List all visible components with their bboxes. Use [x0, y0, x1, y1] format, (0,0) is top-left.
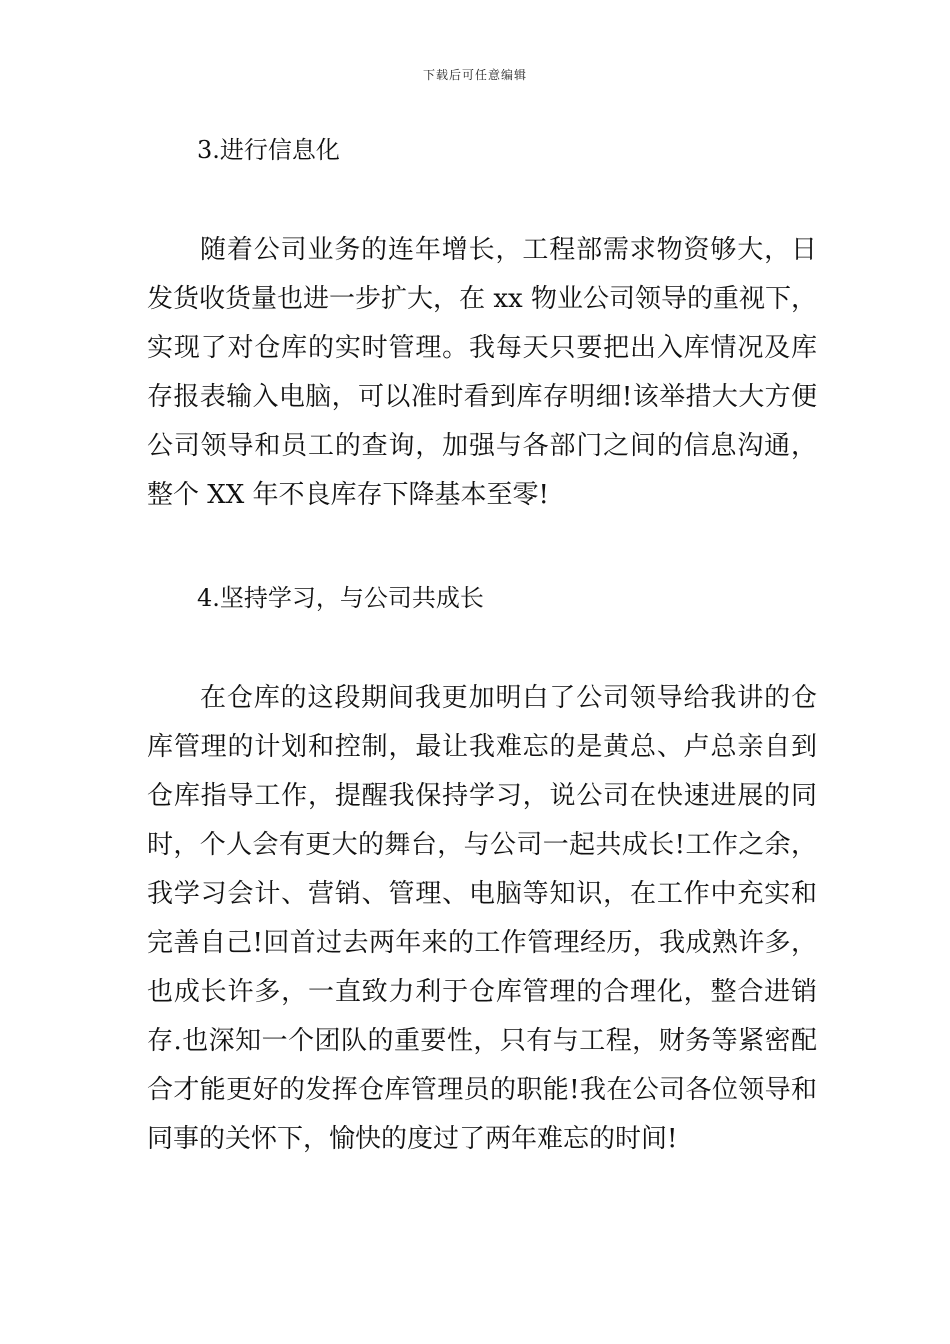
section-heading-informatization: 3.进行信息化 — [197, 136, 340, 164]
paragraph-line: 整个 XX 年不良库存下降基本至零! — [147, 480, 549, 510]
paragraph-line: 存.也深知一个团队的重要性，只有与工程，财务等紧密配 — [147, 1026, 817, 1056]
paragraph-line: 同事的关怀下，愉快的度过了两年难忘的时间! — [147, 1124, 678, 1154]
paragraph-line: 库管理的计划和控制，最让我难忘的是黄总、卢总亲自到 — [147, 732, 817, 762]
paragraph-line: 公司领导和员工的查询，加强与各部门之间的信息沟通， — [147, 431, 817, 461]
paragraph-line: 在仓库的这段期间我更加明白了公司领导给我讲的仓 — [200, 683, 817, 713]
paragraph-line: 时，个人会有更大的舞台，与公司一起共成长!工作之余， — [147, 830, 817, 860]
paragraph-informatization — [147, 232, 817, 526]
paragraph-line: 仓库指导工作，提醒我保持学习，说公司在快速进展的同 — [147, 781, 817, 811]
paragraph-keep-learning — [147, 680, 817, 1170]
paragraph-line: 实现了对仓库的实时管理。我每天只要把出入库情况及库 — [147, 333, 817, 363]
paragraph-line: 随着公司业务的连年增长，工程部需求物资够大，日 — [200, 235, 817, 265]
paragraph-line: 我学习会计、营销、管理、电脑等知识，在工作中充实和 — [147, 879, 817, 909]
paragraph-line: 发货收货量也进一步扩大，在 xx 物业公司领导的重视下， — [147, 284, 817, 314]
paragraph-line: 存报表输入电脑，可以准时看到库存明细!该举措大大方便 — [147, 382, 817, 412]
paragraph-line: 也成长许多，一直致力利于仓库管理的合理化，整合进销 — [147, 977, 817, 1007]
paragraph-line: 合才能更好的发挥仓库管理员的职能!我在公司各位领导和 — [147, 1075, 817, 1105]
paragraph-line: 完善自己!回首过去两年来的工作管理经历，我成熟许多， — [147, 928, 817, 958]
section-heading-keep-learning: 4.坚持学习，与公司共成长 — [197, 584, 484, 612]
page-header-note: 下载后可任意编辑 — [422, 68, 527, 82]
